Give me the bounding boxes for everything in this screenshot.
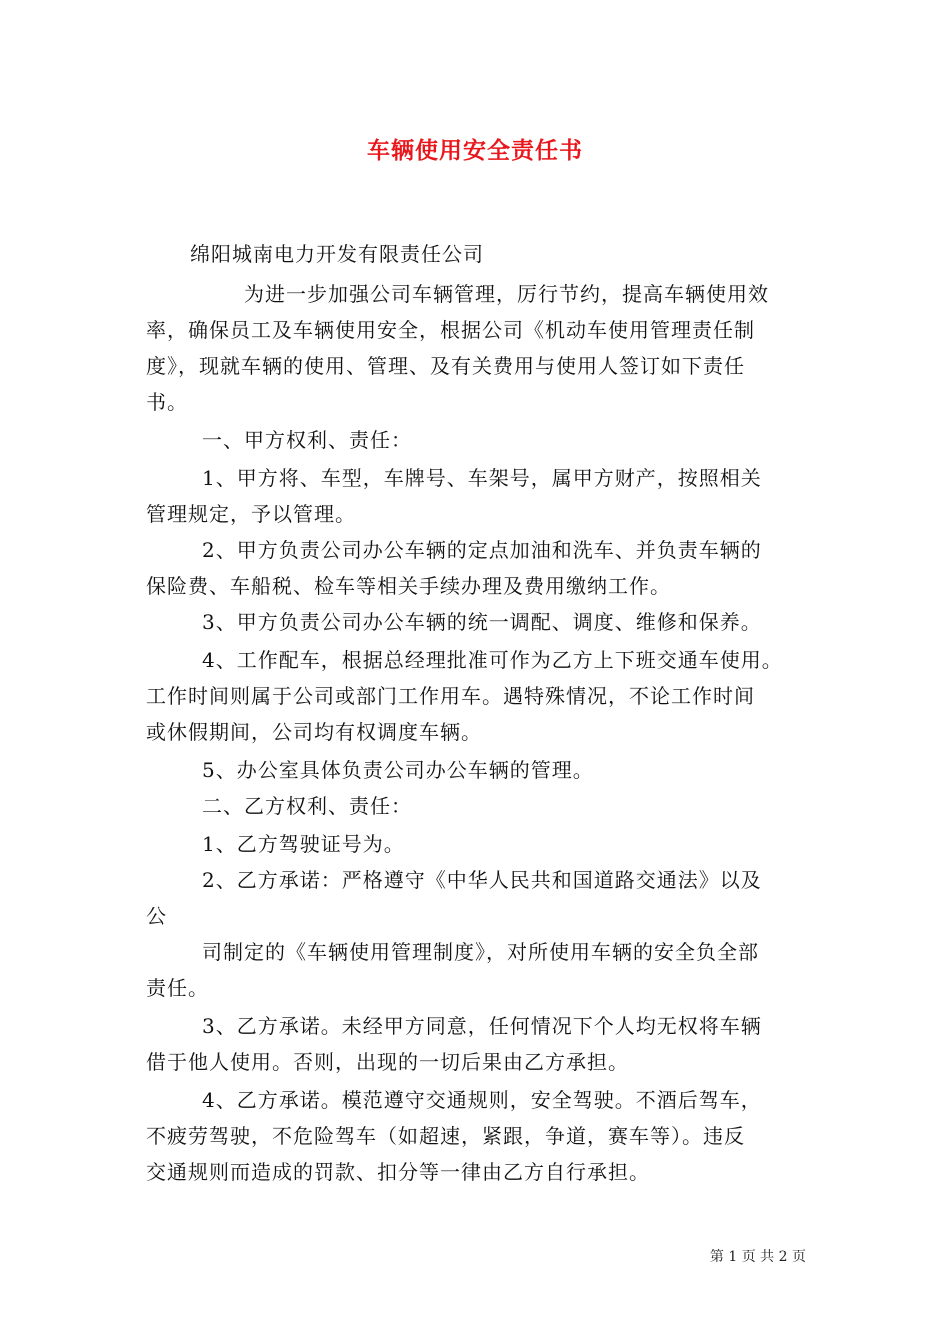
party-b-item-2-line-2: 公 xyxy=(146,904,167,928)
party-b-item-3-line-1: 3、乙方承诺。未经甲方同意，任何情况下个人均无权将车辆 xyxy=(202,1014,762,1038)
party-b-item-3-line-2: 借于他人使用。否则，出现的一切后果由乙方承担。 xyxy=(146,1050,629,1074)
company-name: 绵阳城南电力开发有限责任公司 xyxy=(190,242,484,266)
party-a-item-1-line-1: 1、甲方将、车型，车牌号、车架号，属甲方财产，按照相关 xyxy=(202,466,762,490)
party-b-item-2-line-1: 2、乙方承诺：严格遵守《中华人民共和国道路交通法》以及 xyxy=(202,868,762,892)
party-b-item-4-line-2: 不疲劳驾驶，不危险驾车（如超速，紧跟，争道，赛车等）。违反 xyxy=(146,1124,745,1148)
section-heading-party-a: 一、甲方权利、责任： xyxy=(202,428,412,452)
party-a-item-4-line-2: 工作时间则属于公司或部门工作用车。遇特殊情况，不论工作时间 xyxy=(146,684,755,708)
party-b-item-4-line-3: 交通规则而造成的罚款、扣分等一律由乙方自行承担。 xyxy=(146,1160,650,1184)
party-a-item-4-line-1: 4、工作配车，根据总经理批准可作为乙方上下班交通车使用。 xyxy=(202,648,783,672)
party-a-item-5: 5、办公室具体负责公司办公车辆的管理。 xyxy=(202,758,594,782)
party-a-item-3: 3、甲方负责公司办公车辆的统一调配、调度、维修和保养。 xyxy=(202,610,762,634)
intro-line-2: 率，确保员工及车辆使用安全，根据公司《机动车使用管理责任制 xyxy=(146,318,755,342)
intro-line-1: 为进一步加强公司车辆管理，厉行节约，提高车辆使用效 xyxy=(244,282,769,306)
party-a-item-2-line-2: 保险费、车船税、检车等相关手续办理及费用缴纳工作。 xyxy=(146,574,671,598)
party-b-item-1: 1、乙方驾驶证号为。 xyxy=(202,832,405,856)
document-title: 车辆使用安全责任书 xyxy=(367,137,583,164)
intro-line-3: 度》，现就车辆的使用、管理、及有关费用与使用人签订如下责任 xyxy=(146,354,745,378)
party-b-item-2-line-4: 责任。 xyxy=(146,976,209,1000)
intro-line-4: 书。 xyxy=(146,390,188,414)
section-heading-party-b: 二、乙方权利、责任： xyxy=(202,794,412,818)
party-a-item-4-line-3: 或休假期间，公司均有权调度车辆。 xyxy=(146,720,482,744)
page-number: 第 1 页 共 2 页 xyxy=(709,1249,806,1265)
party-a-item-2-line-1: 2、甲方负责公司办公车辆的定点加油和洗车、并负责车辆的 xyxy=(202,538,762,562)
party-b-item-4-line-1: 4、乙方承诺。模范遵守交通规则，安全驾驶。不酒后驾车， xyxy=(202,1088,762,1112)
party-b-item-2-line-3: 司制定的《车辆使用管理制度》，对所使用车辆的安全负全部 xyxy=(202,940,759,964)
party-a-item-1-line-2: 管理规定，予以管理。 xyxy=(146,502,356,526)
